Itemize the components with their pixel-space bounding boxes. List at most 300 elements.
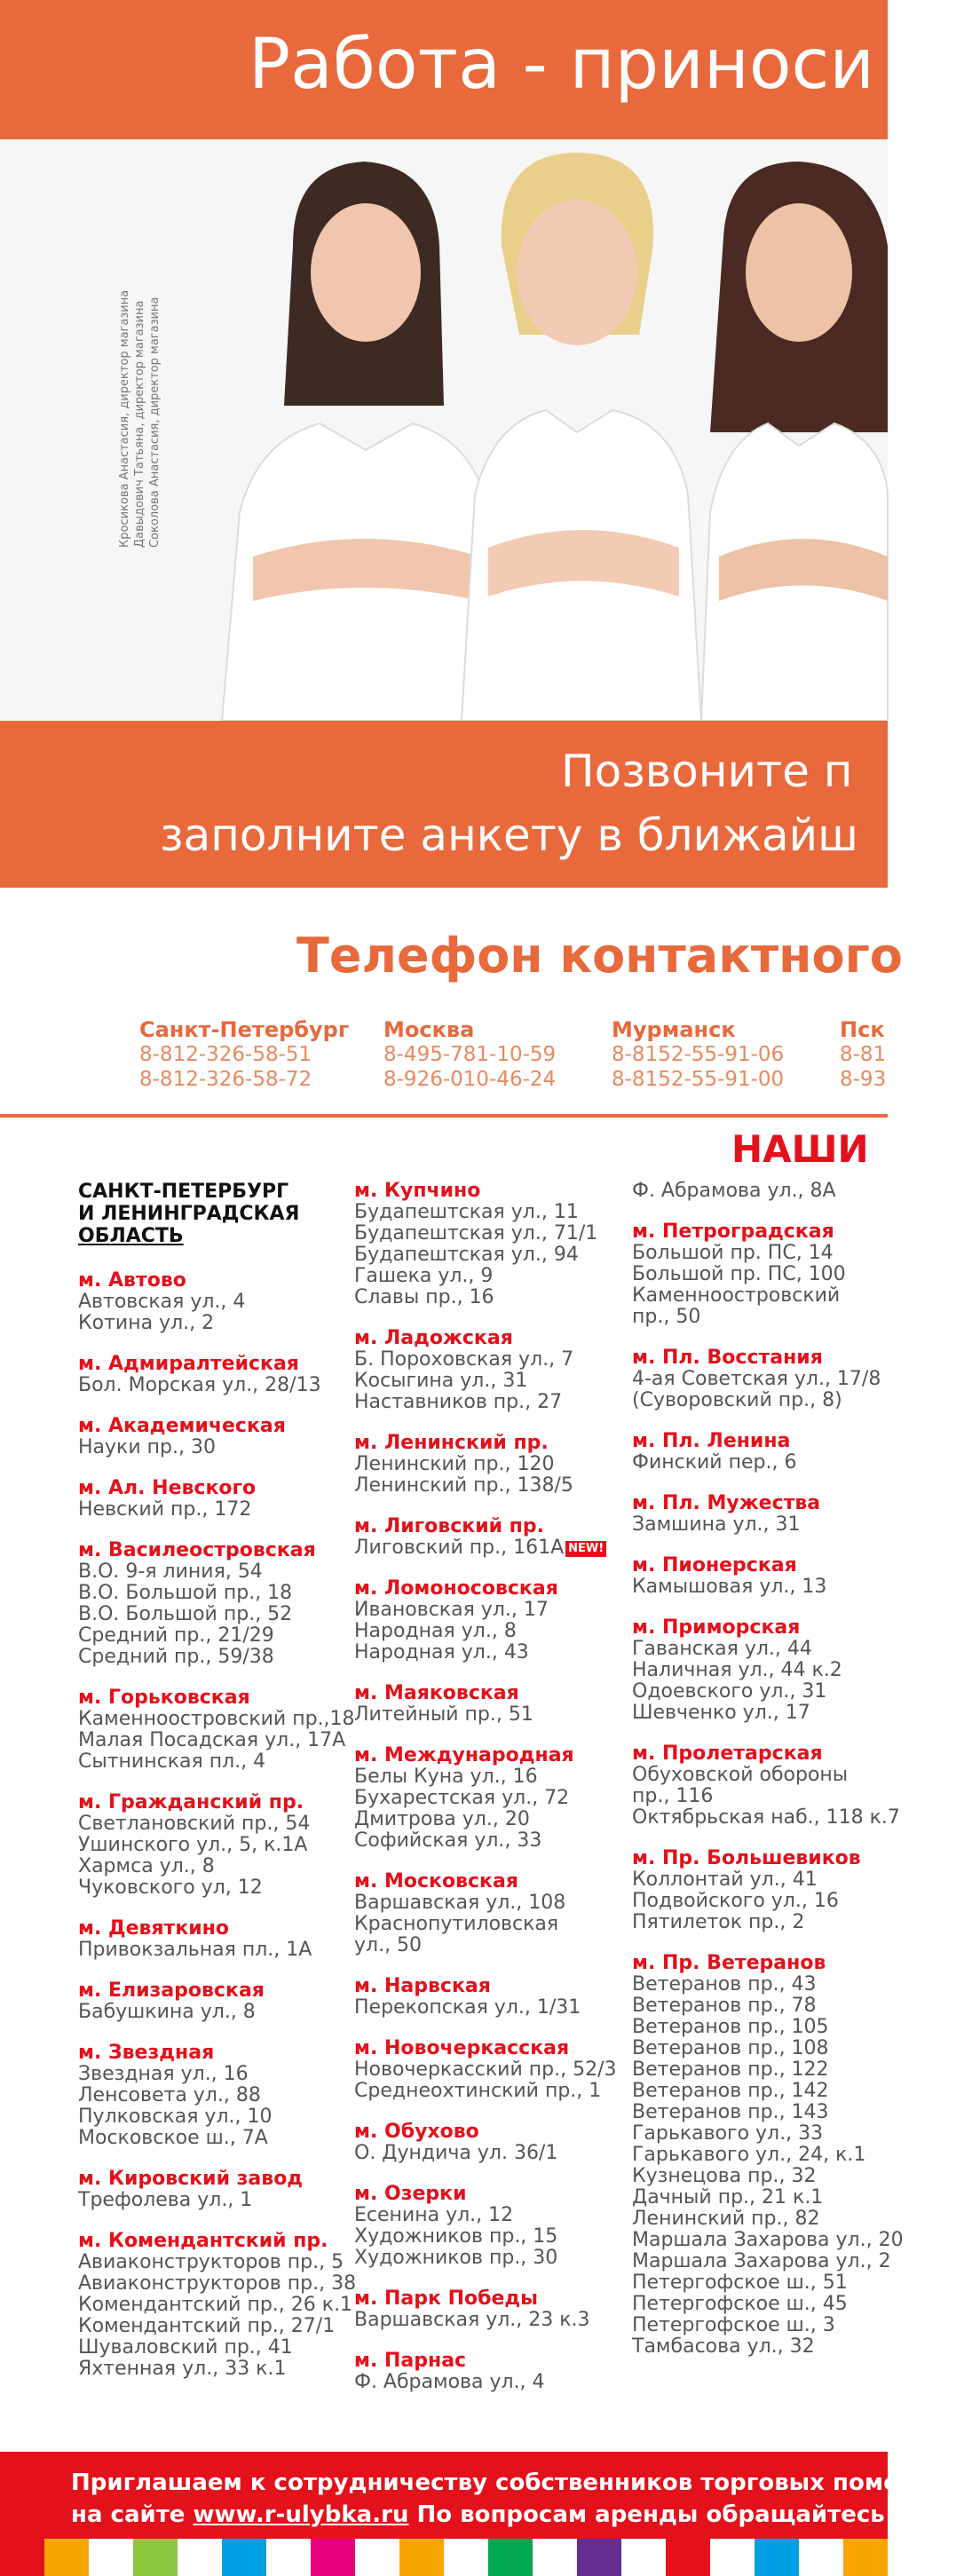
address-text: Наставников пр., 27 bbox=[354, 1391, 563, 1413]
city-spb bbox=[139, 1017, 349, 1092]
store-address bbox=[78, 1437, 344, 1458]
stripe bbox=[799, 2539, 843, 2576]
region-heading bbox=[78, 1181, 344, 1247]
address-text: Петергофское ш., 3 bbox=[632, 2314, 835, 2336]
stripe bbox=[311, 2539, 355, 2576]
address-text: Ленинский пр., 120 bbox=[354, 1453, 555, 1475]
city-name: Санкт-Петербург bbox=[139, 1017, 350, 1042]
store-address bbox=[632, 2251, 898, 2272]
metro-station: м. Василеостровская bbox=[78, 1539, 316, 1561]
city-murmansk bbox=[612, 1017, 784, 1092]
metro-station: м. Лиговский пр. bbox=[354, 1515, 544, 1537]
address-text: Б. Пороховская ул., 7 bbox=[354, 1348, 574, 1371]
store-address bbox=[354, 1914, 620, 1935]
store-group bbox=[78, 2043, 344, 2149]
stripe bbox=[843, 2539, 888, 2576]
address-text: Средний пр., 59/38 bbox=[78, 1646, 274, 1668]
address-text: Маршала Захарова ул., 2 bbox=[632, 2250, 891, 2272]
store-address bbox=[632, 1639, 898, 1660]
store-address bbox=[78, 2106, 344, 2128]
store-address bbox=[632, 2038, 898, 2059]
store-address bbox=[632, 2187, 898, 2209]
store-group bbox=[354, 1578, 620, 1663]
metro-station: м. Елизаровская bbox=[78, 1979, 265, 2002]
address-text: Большой пр. ПС, 100 bbox=[632, 1263, 846, 1285]
metro-station: м. Автово bbox=[78, 1269, 186, 1292]
address-text: Ветеранов пр., 122 bbox=[632, 2058, 829, 2081]
address-text: Октябрьская наб., 118 к.7 bbox=[632, 1806, 900, 1829]
stripe bbox=[666, 2539, 710, 2576]
address-text: Белы Куна ул., 16 bbox=[354, 1766, 538, 1788]
store-address bbox=[78, 1856, 344, 1877]
store-address bbox=[354, 1475, 620, 1497]
metro-station: м. Комендантский пр. bbox=[78, 2230, 328, 2252]
metro-station: м. Приморская bbox=[632, 1616, 801, 1639]
color-stripes bbox=[0, 2539, 888, 2576]
address-text: Литейный пр., 51 bbox=[354, 1703, 533, 1726]
store-address bbox=[78, 1583, 344, 1604]
address-text: Финский пер., 6 bbox=[632, 1451, 797, 1474]
address-text: Яхтенная ул., 33 к.1 bbox=[78, 2358, 287, 2380]
address-text: Привокзальная пл., 1А bbox=[78, 1939, 312, 1961]
metro-station: м. Пионерская bbox=[632, 1554, 797, 1576]
store-address bbox=[354, 1287, 620, 1308]
stores-column-1 bbox=[78, 1181, 357, 2399]
staff-photo bbox=[0, 139, 888, 721]
store-group bbox=[78, 1354, 344, 1396]
address-text: Сытнинская пл., 4 bbox=[78, 1750, 266, 1773]
address-text: Ветеранов пр., 108 bbox=[632, 2037, 829, 2059]
store-address bbox=[632, 2294, 898, 2315]
address-text: Комендантский пр., 27/1 bbox=[78, 2315, 336, 2337]
store-address bbox=[354, 2372, 620, 2393]
store-address bbox=[632, 2166, 898, 2187]
store-address bbox=[632, 1264, 898, 1285]
banner-line-1: Позвоните п bbox=[561, 746, 853, 797]
store-address bbox=[78, 1499, 344, 1521]
address-text: Пятилеток пр., 2 bbox=[632, 1911, 805, 1933]
store-address bbox=[354, 2059, 620, 2081]
store-address bbox=[354, 1621, 620, 1642]
address-text: Варшавская ул., 108 bbox=[354, 1892, 566, 1914]
address-text: Звездная ул., 16 bbox=[78, 2063, 249, 2085]
address-text: Бухарестская ул., 72 bbox=[354, 1787, 570, 1809]
metro-station: м. Пр. Большевиков bbox=[632, 1847, 861, 1869]
store-address bbox=[354, 1642, 620, 1663]
address-text: Автовская ул., 4 bbox=[78, 1291, 246, 1313]
store-address bbox=[632, 1369, 898, 1390]
stripe bbox=[89, 2539, 133, 2576]
store-group bbox=[354, 1433, 620, 1497]
store-group bbox=[78, 1416, 344, 1458]
store-group bbox=[78, 2169, 344, 2211]
address-text: Средний пр., 21/29 bbox=[78, 1624, 274, 1647]
store-address bbox=[78, 2294, 353, 2316]
address-text: Шуваловский пр., 41 bbox=[78, 2336, 293, 2359]
address-text: Будапештская ул., 11 bbox=[354, 1201, 579, 1223]
city-name: Москва bbox=[383, 1017, 475, 1042]
caption-3: Соколова Анастасия, директор магазина bbox=[148, 296, 162, 548]
address-text: Ушинского ул., 5, к.1А bbox=[78, 1834, 308, 1856]
store-address bbox=[354, 1935, 620, 1956]
address-text: Камышовая ул., 13 bbox=[632, 1576, 827, 1598]
address-text: Петергофское ш., 45 bbox=[632, 2293, 848, 2315]
address-text: Большой пр. ПС, 14 bbox=[632, 1242, 834, 1264]
address-text: Комендантский пр., 26 к.1 bbox=[78, 2294, 353, 2316]
store-group bbox=[78, 1270, 344, 1334]
address-text: Котина ул., 2 bbox=[78, 1312, 215, 1334]
city-moscow bbox=[383, 1017, 556, 1092]
store-address bbox=[632, 1307, 898, 1328]
store-address bbox=[78, 2359, 344, 2380]
store-address bbox=[632, 1869, 898, 1891]
store-group bbox=[78, 2230, 357, 2380]
store-address bbox=[632, 2315, 898, 2336]
address-text: Софийская ул., 33 bbox=[354, 1829, 542, 1852]
metro-station: м. Пл. Мужества bbox=[632, 1492, 821, 1514]
store-address bbox=[78, 1604, 344, 1625]
store-address bbox=[632, 1181, 898, 1202]
caption-2: Давыдович Татьяна, директор магазина bbox=[133, 300, 146, 548]
store-address bbox=[78, 1625, 344, 1647]
metro-station: м. Петроградская bbox=[632, 1221, 834, 1243]
metro-station: м. Международная bbox=[354, 1744, 574, 1766]
metro-station: м. Ладожская bbox=[354, 1327, 513, 1349]
store-address bbox=[354, 1392, 620, 1413]
metro-station: м. Звездная bbox=[78, 2042, 215, 2064]
address-text: Авиаконструкторов пр., 38 bbox=[78, 2272, 357, 2295]
store-address bbox=[354, 1600, 620, 1621]
store-group bbox=[354, 1328, 620, 1413]
stripe bbox=[577, 2539, 621, 2576]
city-phone[interactable]: 8-812-326-58-72 bbox=[139, 1068, 312, 1091]
metro-station: м. Ломоносовская bbox=[354, 1577, 558, 1600]
store-address bbox=[354, 1830, 620, 1852]
metro-station: м. Обухово bbox=[354, 2121, 479, 2143]
store-address bbox=[78, 1835, 344, 1856]
city-phone[interactable]: 8-495-781-10-59 bbox=[383, 1043, 557, 1066]
store-address bbox=[78, 1561, 344, 1583]
store-address bbox=[632, 1285, 898, 1307]
city-pskov bbox=[840, 1017, 886, 1092]
store-address bbox=[632, 2209, 898, 2230]
address-text: В.О. Большой пр., 52 bbox=[78, 1603, 293, 1625]
store-address bbox=[78, 1730, 344, 1751]
store-group bbox=[354, 1181, 620, 1308]
store-address bbox=[78, 1647, 344, 1668]
store-address bbox=[632, 1974, 898, 1995]
store-address bbox=[354, 1537, 620, 1559]
city-phone[interactable]: 8-93 bbox=[840, 1068, 887, 1091]
store-address bbox=[78, 2337, 344, 2359]
store-address bbox=[632, 1660, 898, 1681]
store-address bbox=[632, 1912, 898, 1933]
address-text: Косыгина ул., 31 bbox=[354, 1370, 528, 1392]
store-group bbox=[354, 2288, 620, 2331]
store-address bbox=[78, 1313, 344, 1334]
metro-station: м. Академическая bbox=[78, 1415, 286, 1437]
stripe bbox=[355, 2539, 399, 2576]
address-text: Подвойского ул., 16 bbox=[632, 1890, 839, 1912]
store-address bbox=[354, 1809, 620, 1830]
store-group bbox=[632, 1743, 898, 1829]
header-band bbox=[0, 0, 888, 139]
store-address bbox=[78, 2316, 344, 2337]
store-address bbox=[354, 1245, 620, 1266]
address-text: Дмитрова ул., 20 bbox=[354, 1808, 530, 1830]
address-text: Каменноостровский bbox=[632, 1284, 841, 1307]
address-text: Будапештская ул., 71/1 bbox=[354, 1222, 598, 1245]
store-address bbox=[632, 1995, 898, 2017]
address-text: Авиаконструкторов пр., 5 bbox=[78, 2251, 344, 2273]
address-text: Гарькавого ул., 24, к.1 bbox=[632, 2144, 866, 2166]
address-text: Есенина ул., 12 bbox=[354, 2204, 514, 2226]
store-address bbox=[78, 2252, 344, 2273]
stripe bbox=[266, 2539, 311, 2576]
store-address bbox=[354, 1371, 620, 1392]
stripe bbox=[44, 2539, 89, 2576]
store-address bbox=[354, 1223, 620, 1245]
city-phone[interactable]: 8-8152-55-91-06 bbox=[612, 1043, 785, 1066]
address-text: Замшина ул., 31 bbox=[632, 1513, 801, 1536]
address-text: Лиговский пр., 161А bbox=[354, 1537, 565, 1559]
store-address bbox=[354, 1788, 620, 1809]
store-address bbox=[632, 1891, 898, 1912]
store-address bbox=[632, 1576, 898, 1598]
call-banner bbox=[0, 721, 888, 888]
address-text: Художников пр., 15 bbox=[354, 2225, 558, 2248]
store-address bbox=[354, 2310, 620, 2331]
store-address bbox=[632, 2059, 898, 2081]
stripe bbox=[488, 2539, 533, 2576]
metro-station: м. Московская bbox=[354, 1870, 518, 1892]
address-text: Дачный пр., 21 к.1 bbox=[632, 2186, 824, 2209]
store-address bbox=[354, 1997, 620, 2019]
store-group bbox=[78, 1792, 344, 1899]
stripe bbox=[533, 2539, 577, 2576]
store-address bbox=[354, 1266, 620, 1287]
store-group bbox=[632, 1848, 898, 1933]
store-address bbox=[632, 1703, 898, 1724]
stripe bbox=[0, 2539, 44, 2576]
address-text: Новочеркасский пр., 52/3 bbox=[354, 2058, 617, 2081]
city-name: Мурманск bbox=[612, 1017, 736, 1042]
photo-captions bbox=[117, 228, 170, 548]
metro-station: м. Ленинский пр. bbox=[354, 1432, 549, 1454]
metro-station: м. Новочеркасская bbox=[354, 2037, 570, 2059]
address-text: О. Дундича ул. 36/1 bbox=[354, 2142, 558, 2164]
address-text: Ветеранов пр., 105 bbox=[632, 2016, 829, 2038]
stripe bbox=[444, 2539, 488, 2576]
metro-station: м. Горьковская bbox=[78, 1687, 250, 1709]
store-address bbox=[354, 1454, 620, 1475]
website-link[interactable]: www.r-ulybka.ru bbox=[193, 2501, 409, 2528]
store-address bbox=[354, 1202, 620, 1223]
new-badge: NEW! bbox=[565, 1541, 606, 1557]
store-group bbox=[354, 1976, 620, 2019]
store-address bbox=[632, 1786, 898, 1807]
store-group bbox=[354, 1516, 620, 1559]
store-address bbox=[632, 1514, 898, 1536]
address-text: Московское ш., 7А bbox=[78, 2127, 268, 2149]
city-phone[interactable]: 8-812-326-58-51 bbox=[139, 1043, 312, 1066]
store-address bbox=[78, 2128, 344, 2149]
address-text: Хармса ул., 8 bbox=[78, 1855, 215, 1877]
address-text: Наличная ул., 44 к.2 bbox=[632, 1659, 842, 1681]
footer-line-2 bbox=[71, 2501, 963, 2528]
store-address bbox=[632, 2145, 898, 2166]
address-text: Славы пр., 16 bbox=[354, 1286, 494, 1308]
stores-column-2 bbox=[354, 1181, 620, 2413]
stripe bbox=[710, 2539, 755, 2576]
address-text: Чуковского ул, 12 bbox=[78, 1877, 263, 1899]
city-phone[interactable]: 8-8152-55-91-00 bbox=[612, 1068, 785, 1091]
store-address bbox=[354, 1704, 620, 1726]
store-address bbox=[78, 2085, 344, 2106]
store-address bbox=[78, 2272, 357, 2295]
address-text: Ветеранов пр., 78 bbox=[632, 1995, 817, 2017]
footer-band bbox=[0, 2452, 972, 2539]
banner-line-2: заполните анкету в ближайш bbox=[160, 810, 858, 861]
store-address bbox=[78, 2064, 344, 2085]
address-text: Каменноостровский пр.,18 bbox=[78, 1708, 355, 1730]
address-text: Бол. Морская ул., 28/13 bbox=[78, 1374, 321, 1396]
address-text: Пулковская ул., 10 bbox=[78, 2106, 273, 2128]
address-text: пр., 116 bbox=[632, 1785, 714, 1807]
address-text: Бабушкина ул., 8 bbox=[78, 2001, 256, 2023]
store-group bbox=[354, 2351, 620, 2393]
store-group bbox=[632, 1493, 898, 1536]
address-text: Гашека ул., 9 bbox=[354, 1265, 494, 1287]
address-text: Петергофское ш., 51 bbox=[632, 2272, 848, 2294]
store-group bbox=[354, 1683, 620, 1726]
store-group bbox=[354, 1871, 620, 1956]
metro-station: м. Ал. Невского bbox=[78, 1477, 257, 1499]
metro-station: м. Девяткино bbox=[78, 1917, 229, 1940]
address-text: Шевченко ул., 17 bbox=[632, 1702, 810, 1724]
store-address bbox=[354, 2226, 620, 2248]
store-address bbox=[632, 1681, 898, 1703]
address-text: Ленинский пр., 138/5 bbox=[354, 1474, 573, 1497]
address-text: Ленинский пр., 82 bbox=[632, 2208, 820, 2230]
address-text: Народная ул., 8 bbox=[354, 1620, 517, 1642]
store-address bbox=[632, 2081, 898, 2102]
store-address bbox=[632, 2017, 898, 2038]
store-address bbox=[354, 2205, 620, 2226]
metro-station: м. Нарвская bbox=[354, 1975, 491, 1997]
address-text: Науки пр., 30 bbox=[78, 1436, 216, 1458]
city-phone[interactable]: 8-81 bbox=[840, 1043, 887, 1066]
stripe bbox=[621, 2539, 666, 2576]
city-phone[interactable]: 8-926-010-46-24 bbox=[383, 1068, 557, 1091]
page-title: Работа - приноси bbox=[249, 25, 875, 105]
address-text: Ф. Абрамова ул., 8А bbox=[632, 1180, 836, 1202]
metro-station: м. Купчино bbox=[354, 1180, 481, 1202]
store-address bbox=[632, 1807, 898, 1829]
metro-station: м. Парк Победы bbox=[354, 2288, 539, 2310]
store-address bbox=[78, 2190, 344, 2211]
address-text: Невский пр., 172 bbox=[78, 1498, 252, 1521]
stripe bbox=[178, 2539, 222, 2576]
store-address bbox=[354, 2248, 620, 2269]
metro-station: м. Маяковская bbox=[354, 1682, 519, 1704]
store-address bbox=[78, 1751, 344, 1773]
store-address bbox=[78, 1375, 344, 1396]
city-name: Пск bbox=[840, 1017, 885, 1042]
store-group bbox=[632, 1347, 898, 1411]
store-address bbox=[354, 2081, 620, 2102]
address-text: Ф. Абрамова ул., 4 bbox=[354, 2371, 545, 2393]
address-text: Народная ул., 43 bbox=[354, 1641, 529, 1663]
metro-station: м. Пл. Восстания bbox=[632, 1347, 823, 1369]
store-group bbox=[632, 1181, 898, 1202]
stores-column-3 bbox=[632, 1180, 904, 2377]
address-text: ул., 50 bbox=[354, 1934, 423, 1956]
store-address bbox=[632, 2336, 898, 2358]
store-address bbox=[632, 1390, 898, 1411]
store-address bbox=[78, 2002, 344, 2023]
store-group bbox=[632, 1555, 898, 1598]
store-address bbox=[632, 2229, 904, 2251]
address-text: 4-ая Советская ул., 17/8 bbox=[632, 1368, 881, 1390]
metro-station: м. Пр. Ветеранов bbox=[632, 1952, 826, 1974]
address-text: Ивановская ул., 17 bbox=[354, 1599, 549, 1621]
region-line: ОБЛАСТЬ bbox=[78, 1225, 184, 1247]
address-text: Светлановский пр., 54 bbox=[78, 1813, 311, 1835]
stripe bbox=[399, 2539, 444, 2576]
address-text: Ленсовета ул., 88 bbox=[78, 2084, 261, 2106]
region-line: И ЛЕНИНГРАДСКАЯ bbox=[78, 1203, 300, 1225]
address-text: Гаванская ул., 44 bbox=[632, 1638, 812, 1660]
store-group bbox=[78, 1687, 355, 1773]
address-text: Ветеранов пр., 43 bbox=[632, 1973, 817, 1995]
address-text: Среднеохтинский пр., 1 bbox=[354, 2080, 602, 2102]
address-text: (Суворовский пр., 8) bbox=[632, 1389, 842, 1411]
stripe bbox=[133, 2539, 178, 2576]
address-text: Трефолева ул., 1 bbox=[78, 2189, 253, 2211]
store-address bbox=[354, 1349, 620, 1371]
store-address bbox=[78, 1813, 344, 1835]
stripe bbox=[755, 2539, 799, 2576]
store-address bbox=[354, 2143, 620, 2164]
divider bbox=[0, 1114, 888, 1118]
store-address bbox=[632, 1452, 898, 1474]
store-group bbox=[354, 2184, 620, 2269]
address-text: Гарькавого ул., 33 bbox=[632, 2122, 824, 2145]
store-group bbox=[78, 1478, 344, 1521]
region-line: САНКТ-ПЕТЕРБУРГ bbox=[78, 1181, 289, 1203]
store-address bbox=[354, 1766, 620, 1788]
address-text: Варшавская ул., 23 к.3 bbox=[354, 2309, 590, 2331]
address-text: В.О. Большой пр., 18 bbox=[78, 1582, 293, 1604]
address-text: Коллонтай ул., 41 bbox=[632, 1869, 818, 1891]
address-text: Будапештская ул., 94 bbox=[354, 1244, 579, 1266]
footer-text: на сайте bbox=[71, 2501, 194, 2528]
store-group bbox=[632, 1952, 904, 2358]
address-text: Маршала Захарова ул., 20 bbox=[632, 2229, 904, 2251]
stores-title: НАШИ bbox=[731, 1127, 869, 1171]
metro-station: м. Кировский завод bbox=[78, 2168, 304, 2190]
store-group bbox=[632, 1617, 898, 1724]
address-text: Перекопская ул., 1/31 bbox=[354, 1996, 581, 2019]
store-address bbox=[632, 2272, 898, 2294]
store-group bbox=[78, 1980, 344, 2023]
store-address bbox=[632, 1765, 898, 1786]
caption-1: Кросикова Анастасия, директор магазина bbox=[118, 289, 131, 548]
stripe bbox=[222, 2539, 266, 2576]
store-group bbox=[632, 1221, 898, 1328]
store-address bbox=[632, 2102, 898, 2123]
